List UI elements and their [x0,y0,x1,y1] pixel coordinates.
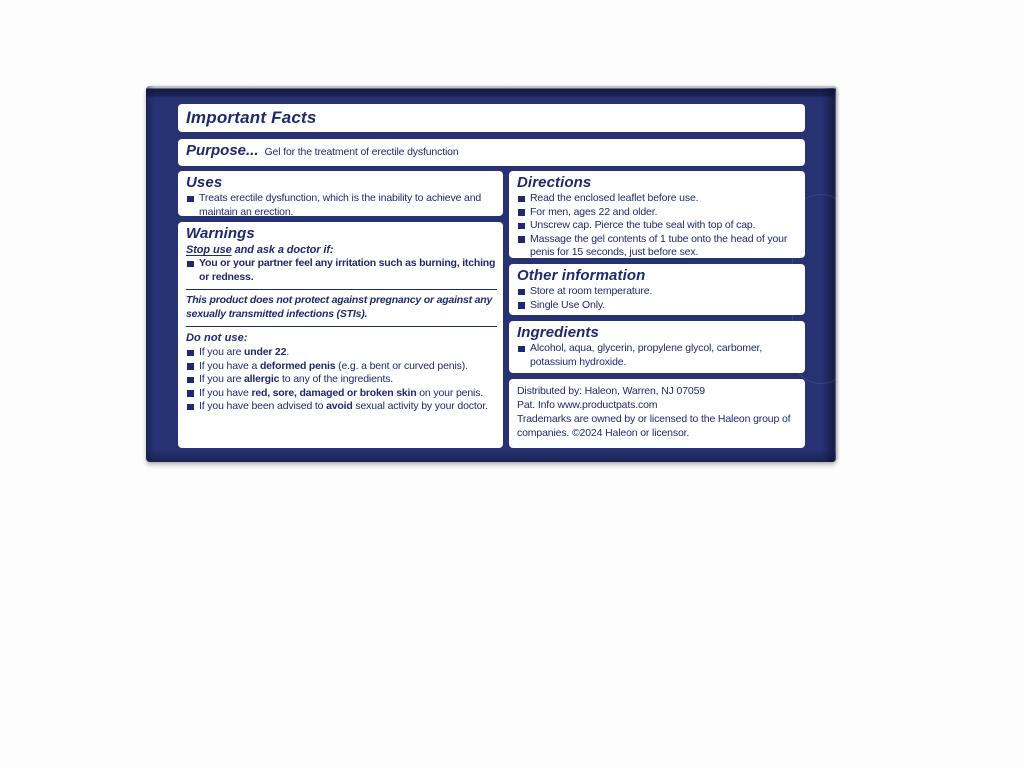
patent-info-line: Pat. Info www.productpats.com [517,399,658,411]
product-box-back-panel [146,86,836,462]
directions-bullet: Massage the gel contents of 1 tube onto the head of your penis for 15 seconds, just before sex. [517,233,799,259]
other-information-panel [509,264,805,315]
do-not-use-bullet: If you have red, sore, damaged or broken skin on your penis. [186,387,497,401]
purpose-panel [178,139,805,166]
uses-panel [178,171,503,216]
purpose-heading: Purpose... [186,142,259,159]
warnings-divider-1 [186,289,497,290]
uses-heading: Uses [186,174,223,191]
ingredients-list [517,342,799,369]
box-bottom-edge [146,451,836,462]
box-top-edge [146,86,836,98]
warnings-irritation-list [186,257,497,284]
uses-list [186,192,497,216]
box-left-edge [146,86,154,462]
ingredients-panel [509,321,805,373]
do-not-use-bullet: If you are under 22. [186,346,497,360]
irritation-bullet: You or your partner feel any irritation such as burning, itching or redness. [186,257,497,284]
other-information-heading: Other information [517,267,646,284]
purpose-text: Gel for the treatment of erectile dysfunction [264,146,459,158]
ingredients-heading: Ingredients [517,324,599,341]
do-not-use-bullet: If you have a deformed penis (e.g. a bent or curved penis). [186,360,497,374]
directions-list [517,192,799,258]
directions-panel [509,171,805,258]
other-information-list [517,285,799,312]
ingredients-bullet: Alcohol, aqua, glycerin, propylene glycol, carbomer, potassium hydroxide. [517,342,799,369]
stop-use-line [186,243,497,257]
do-not-use-bullet: If you are allergic to any of the ingredients. [186,373,497,387]
other-information-bullet: Store at room temperature. [517,285,799,299]
distributed-by-line: Distributed by: Haleon, Warren, NJ 07059 [517,385,705,397]
do-not-use-bullet: If you have been advised to avoid sexual activity by your doctor. [186,400,497,414]
other-information-bullet: Single Use Only. [517,299,799,313]
warnings-heading: Warnings [186,225,255,242]
directions-bullet: Unscrew cap. Pierce the tube seal with top of cap. [517,219,799,233]
do-not-use-heading: Do not use: [186,332,248,344]
important-facts-title: Important Facts [186,108,317,127]
warnings-panel [178,222,503,448]
stop-use-rest: and ask a doctor if: [231,244,334,256]
distribution-panel [509,379,805,448]
trademark-line: Trademarks are owned by or licensed to the Haleon group of companies. ©2024 Haleon or licensor. [517,413,791,439]
uses-bullet: Treats erectile dysfunction, which is the inability to achieve and maintain an erection. [186,192,497,216]
directions-bullet: For men, ages 22 and older. [517,206,799,220]
purpose-line [186,142,799,160]
directions-heading: Directions [517,174,592,191]
warnings-divider-2 [186,326,497,327]
sti-note: This product does not protect against pregnancy or against any sexually transmitted infections (STIs). [186,294,493,320]
important-facts-panel [178,104,805,132]
do-not-use-list [186,346,497,414]
directions-bullet: Read the enclosed leaflet before use. [517,192,799,206]
stop-use-label: Stop use [186,244,232,256]
